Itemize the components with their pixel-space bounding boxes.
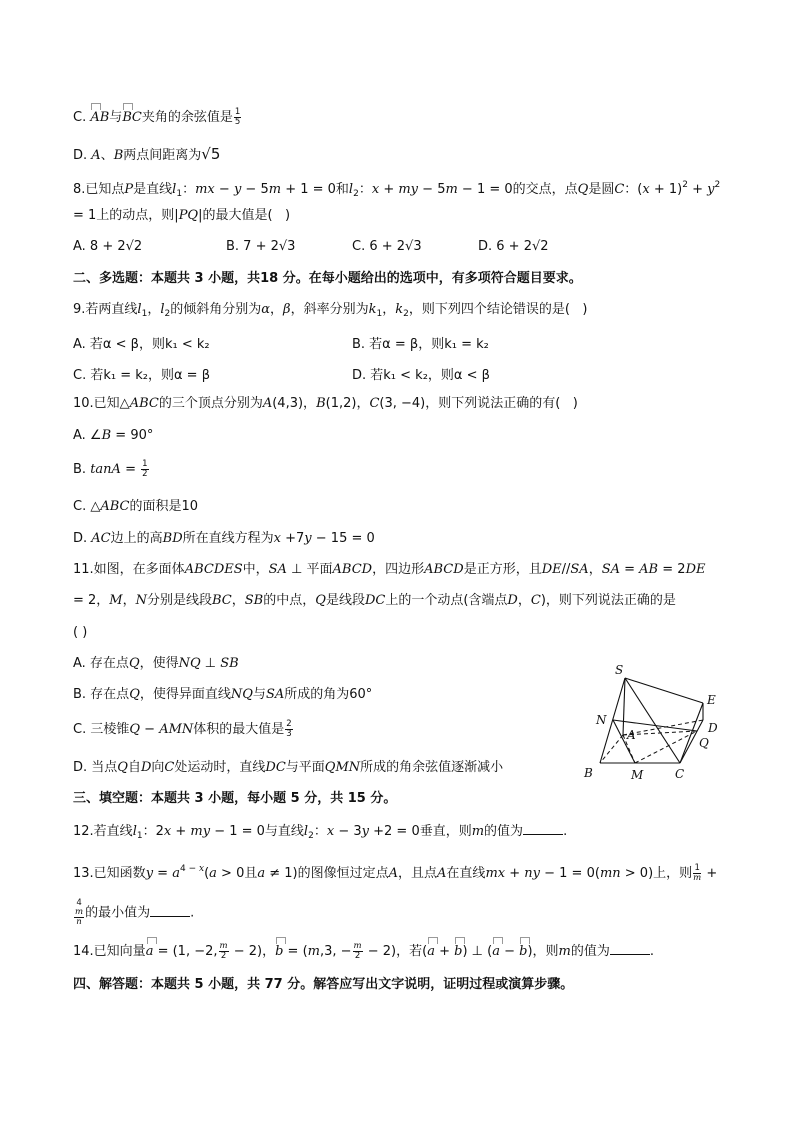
q11-stem-line1: 11.如图，在多面体ABCDES中，SA ⊥ 平面ABCD，四边形ABCD是正方形，且DE//SA，SA = AB = 2DE	[73, 562, 706, 577]
q8-option-a: A. 8 + 2√2	[73, 239, 143, 254]
edge-ec	[680, 703, 703, 763]
q11-option-c: C. 三棱锥Q − AMN体积的最大值是 $\frac{2}{3}$	[73, 719, 292, 739]
q10-option-b: B. tanA = $\frac{1}{2}$	[73, 459, 148, 479]
q13-answer-blank[interactable]	[150, 903, 190, 917]
q8-stem-line1: 8.已知点P是直线$l_1$：mx − y − 5m + 1 = 0和$l_2$：x + my − 5m − 1 = 0的交点，点Q是圆C：$(x + 1)^2 + y^2$	[73, 180, 721, 199]
q13-stem-line2: 4 m n 的最小值为 .	[75, 898, 195, 927]
q8-option-c: C. 6 + 2√3	[352, 239, 422, 254]
q11-stem-line2: = 2，M，N分别是线段BC，SB的中点，Q是线段DC上的一个动点(含端点D，C)，则下列说法正确的是	[73, 593, 676, 608]
q10-option-c: C. △ABC的面积是10	[73, 499, 199, 514]
label-m: M	[631, 768, 644, 782]
q10-stem: 10.已知△ABC的三个顶点分别为A(4,3)，B(1,2)，C(3, −4)，则下列说法正确的有( )	[73, 396, 578, 411]
q12-answer-blank[interactable]	[523, 821, 563, 835]
q14-answer-blank[interactable]	[610, 941, 650, 955]
edge-sa	[623, 678, 625, 735]
q13-stem-line1: 13.已知函数$y = a^{4 - x}(a > 0$且a ≠ 1)的图像恒过定点A，且点A在直线mx + ny − 1 = 0(mn > 0)上，则 $\frac{1}{m}$ +	[73, 863, 718, 883]
q8-option-b: B. 7 + 2√3	[226, 239, 296, 254]
q8-option-d: D. 6 + 2√2	[478, 239, 549, 254]
q11-stem-line3: ( )	[73, 625, 88, 640]
q12-stem: 12.若直线$l_1$：2x + my − 1 = 0与直线$l_2$：x − 3y +2 = 0垂直，则m的值为 .	[73, 821, 567, 845]
hidden-segment-mq	[635, 731, 697, 763]
q9-option-c: C. 若k₁ = k₂，则α = β	[73, 368, 211, 383]
edge-sc	[625, 678, 680, 763]
section-2-heading: 二、多选题：本题共 3 小题，共18 分。在每小题给出的选项中，有多项符合题目要求。	[73, 271, 582, 286]
section-4-heading: 四、解答题：本题共 5 小题，共 77 分。解答应写出文字说明，证明过程或演算步骤。	[73, 977, 574, 992]
label-q: Q	[699, 736, 709, 750]
q10-option-a: A. ∠B = 90°	[73, 428, 154, 443]
q11-option-a: A. 存在点Q，使得NQ ⊥ SB	[73, 656, 239, 671]
q14-stem: 14.已知向量a = (1, −2, $\frac{m}{2}$ − 2)，b = (m,3, − $\frac{m}{2}$ − 2)，若(a + b) ⊥ (a − b)，则m的值为 .	[73, 941, 655, 961]
q9-option-a: A. 若α < β，则k₁ < k₂	[73, 337, 210, 352]
label-n: N	[596, 713, 607, 727]
segment-nq	[613, 720, 697, 731]
q8-stem-line2: = 1上的动点，则|PQ|的最大值是( )	[73, 208, 291, 223]
q10-option-d: D. AC边上的高BD所在直线方程为x +7y − 15 = 0	[73, 531, 375, 546]
label-s: S	[615, 663, 624, 677]
q7-option-c: C. AB与BC夹角的余弦值是 $\frac{1}{5}$	[73, 107, 241, 127]
edge-se	[625, 678, 703, 703]
label-e: E	[707, 693, 716, 707]
q11-option-d: D. 当点Q自D向C处运动时，直线DC与平面QMN所成的角余弦值逐渐减小	[73, 760, 504, 775]
label-c: C	[675, 767, 685, 781]
section-3-heading: 三、填空题：本题共 3 小题，每小题 5 分，共 15 分。	[73, 791, 397, 806]
q7-option-d: D. A、B两点间距离为√5	[73, 145, 221, 163]
q11-option-b: B. 存在点Q，使得异面直线NQ与SA所成的角为60°	[73, 687, 373, 702]
q9-stem: 9.若两直线$l_1$，$l_2$的倾斜角分别为α，β，斜率分别为$k_1$，$k_2$，则下列四个结论错误的是( )	[73, 302, 588, 319]
hidden-edge-ab	[600, 735, 623, 763]
polyhedron-figure	[575, 660, 735, 785]
label-a: A	[627, 728, 636, 742]
q9-option-d: D. 若k₁ < k₂，则α < β	[352, 368, 490, 383]
label-d: D	[708, 721, 718, 735]
q9-option-b: B. 若α = β，则k₁ = k₂	[352, 337, 489, 352]
label-b: B	[584, 766, 593, 780]
